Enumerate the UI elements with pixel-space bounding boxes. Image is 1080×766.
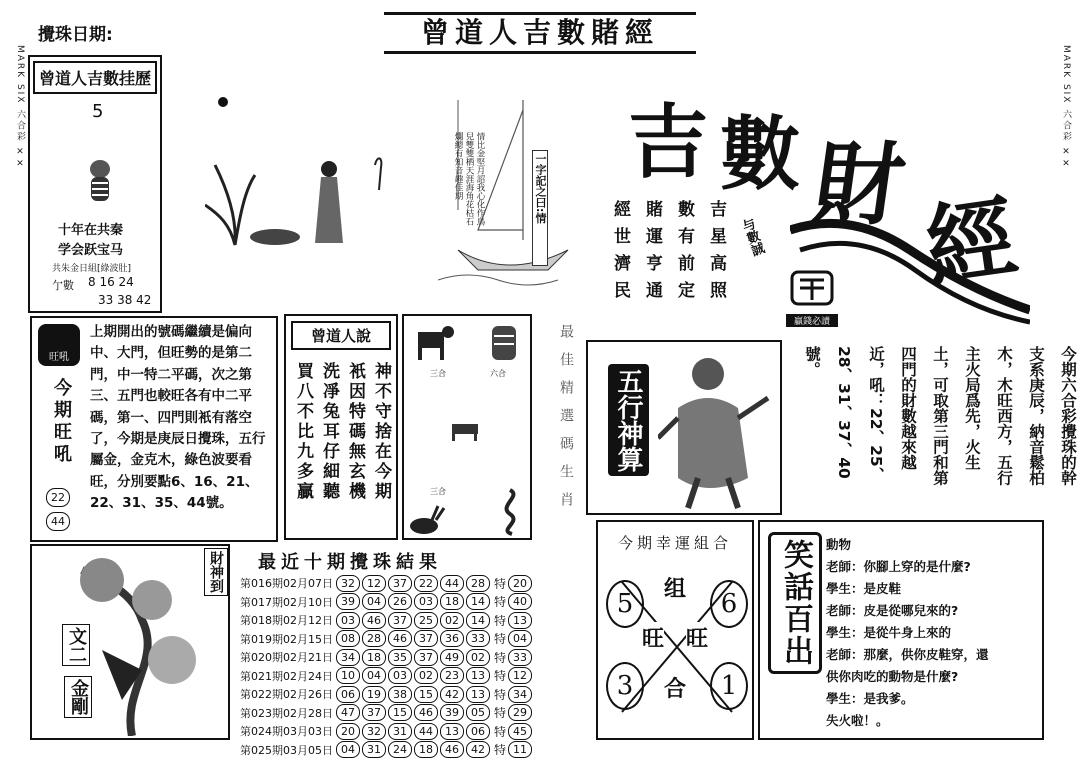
joke-line: 老師：那麼，供你皮鞋穿，還	[826, 647, 989, 662]
ball: 24	[388, 741, 412, 758]
ball: 42	[466, 741, 490, 758]
prediction-side-title: 今期旺吼	[51, 378, 72, 466]
ball: 44	[440, 575, 464, 592]
ball: 46	[440, 741, 464, 758]
results-table	[240, 574, 590, 759]
combo-number-4: 1	[710, 662, 748, 710]
tiger-illustration	[82, 155, 118, 205]
special-label: 特	[494, 743, 507, 758]
ball: 13	[440, 723, 464, 740]
win-badge	[786, 268, 838, 326]
ball: 03	[336, 612, 360, 629]
ball: 18	[414, 741, 438, 758]
poem-line-1: 十年在共秦	[58, 223, 124, 238]
special-label: 特	[494, 669, 507, 684]
combo-number-2: 6	[710, 580, 748, 628]
dog-icon	[448, 420, 488, 442]
animal-label-1: 三合	[430, 369, 446, 378]
prediction-circle-2: 44	[46, 512, 70, 531]
results-row	[240, 704, 590, 723]
joke-line: 供你肉吃的動物是什麼?	[826, 669, 959, 684]
special-ball: 34	[508, 686, 532, 703]
ball: 37	[362, 704, 386, 721]
ball: 31	[388, 723, 412, 740]
ball: 44	[414, 723, 438, 740]
center-top-dot	[218, 97, 228, 107]
special-ball: 20	[508, 575, 532, 592]
ball: 47	[336, 704, 360, 721]
results-row	[240, 667, 590, 686]
big-title-jing: 經	[919, 185, 1024, 302]
ball: 46	[388, 630, 412, 647]
row-period: 第025期03月05日	[240, 743, 333, 757]
big-title-shu: 數	[720, 107, 800, 201]
tree-image-panel	[30, 544, 230, 740]
ball: 33	[466, 630, 490, 647]
ball: 03	[414, 593, 438, 610]
results-row	[240, 648, 590, 667]
lucky-numbers-line-1: 8 16 24	[88, 275, 134, 289]
results-row	[240, 611, 590, 630]
tiger-icon	[486, 320, 522, 364]
snake-icon	[492, 486, 528, 536]
ball: 37	[414, 649, 438, 666]
special-label: 特	[494, 576, 507, 591]
side-text: 与數誠	[737, 216, 766, 259]
ball: 04	[362, 593, 386, 610]
combo-number-1: 5	[606, 580, 644, 628]
five-elements-text: 今期六合彩攪珠的幹支系庚辰，納音鬆柏木，木旺西方，五行主火局爲先，火生土，可取第三門和第四門的財數越來越近，吼：22、25、28、31、37、40號。	[803, 346, 1077, 486]
lucky-combo-panel	[596, 520, 754, 740]
ball: 15	[414, 686, 438, 703]
calendar-panel	[28, 55, 162, 313]
tree-caption-1: 文二	[62, 624, 90, 666]
right-side-strip: MARK SIX 六合彩 ✕✕	[1061, 45, 1071, 172]
woman-with-bird-illustration	[205, 145, 405, 255]
special-ball: 45	[508, 723, 532, 740]
results-row	[240, 574, 590, 593]
ball: 28	[466, 575, 490, 592]
scroll-boat-panel	[438, 80, 578, 290]
row-period: 第017期02月10日	[240, 595, 333, 609]
ball: 13	[466, 667, 490, 684]
poem-line-2: 学会跃宝马	[58, 243, 124, 258]
animal-label-2: 六合	[490, 369, 506, 378]
special-label: 特	[494, 724, 507, 739]
scroll-poem: 情比金堅月詔我心化作鳥兒雙雙栖天涯海角花枯石爛總有知音趣佳期	[453, 132, 485, 226]
lucky-numbers-line-2: 33 38 42	[98, 293, 152, 307]
lucky-combo-title: 今期幸運組合	[617, 534, 732, 552]
luck-label: 亇數	[52, 279, 74, 292]
ball: 23	[440, 667, 464, 684]
zeng-says-title: 曾道人說	[291, 321, 391, 350]
zeng-col-1: 神不守捨在今期	[371, 362, 391, 502]
big-title-cai: 財	[806, 133, 912, 238]
ball: 46	[414, 704, 438, 721]
results-title: 最近十期攪珠結果	[258, 552, 442, 573]
prediction-panel	[30, 316, 278, 542]
special-ball: 04	[508, 630, 532, 647]
ball: 46	[362, 612, 386, 629]
zeng-col-2: 衹因特碼無玄機	[345, 362, 365, 502]
ball: 37	[388, 575, 412, 592]
tree-caption-2: 金剛	[64, 676, 92, 718]
goat-icon	[410, 322, 454, 362]
row-period: 第024期03月03日	[240, 725, 333, 739]
zeng-col-3: 洗凈兔耳仔細聽	[319, 362, 339, 502]
special-ball: 13	[508, 612, 532, 629]
ball: 03	[388, 667, 412, 684]
verse-4: 經世濟民	[610, 200, 630, 308]
prediction-text: 上期開出的號碼繼續是偏向中、大門，但旺勢的是第二門，中一特二平碼，次之第三、五門也較旺各有中二平碼，第一、四門則衹有落空了，今期是庚辰日攪珠，五行屬金，金克木，綠色波要看旺，分別要點6、16、21、22、31、35、44號。	[90, 324, 266, 512]
special-ball: 11	[508, 741, 532, 758]
joke-line: 動物	[826, 537, 852, 552]
animals-panel	[402, 314, 532, 540]
scroll-title: 一字記之曰:情	[532, 150, 548, 266]
calendar-title: 曾道人吉數挂歷	[33, 61, 157, 94]
zeng-says-panel	[284, 314, 398, 540]
special-ball: 33	[508, 649, 532, 666]
ball: 13	[466, 686, 490, 703]
fortune-side-label: 財神到	[204, 548, 228, 596]
row-period: 第016期02月07日	[240, 577, 333, 591]
ball: 34	[336, 649, 360, 666]
row-period: 第018期02月12日	[240, 614, 333, 628]
ball: 31	[362, 741, 386, 758]
badge-label: 贏錢必讀	[786, 314, 838, 327]
row-period: 第022期02月26日	[240, 688, 333, 702]
verse-2: 數有前定	[674, 200, 694, 308]
big-title-ji: 吉	[628, 95, 708, 189]
ball: 26	[388, 593, 412, 610]
ball: 18	[362, 649, 386, 666]
ball: 15	[388, 704, 412, 721]
combo-char-right: 旺	[686, 622, 708, 653]
five-elements-image	[586, 340, 782, 515]
combo-char-top: 组	[664, 572, 686, 603]
ball: 12	[362, 575, 386, 592]
zeng-says-columns	[292, 362, 394, 502]
results-row	[240, 630, 590, 649]
verse-3: 賭運亨通	[642, 200, 662, 308]
ball: 20	[336, 723, 360, 740]
results-row	[240, 741, 590, 760]
draw-date-label: 攪珠日期:	[38, 25, 113, 45]
ball: 05	[466, 704, 490, 721]
special-ball: 29	[508, 704, 532, 721]
ball: 42	[440, 686, 464, 703]
joke-line: 老師：皮是從哪兒來的?	[826, 603, 959, 618]
ball: 19	[362, 686, 386, 703]
ball: 06	[336, 686, 360, 703]
special-label: 特	[494, 650, 507, 665]
combo-number-3: 3	[606, 662, 644, 710]
left-side-strip: MARK SIX 六合彩 ✕✕	[15, 45, 25, 172]
ball: 02	[414, 667, 438, 684]
special-label: 特	[494, 613, 507, 628]
ball: 06	[466, 723, 490, 740]
joke-line: 學生：是皮鞋	[826, 581, 902, 596]
combo-char-left: 旺	[642, 622, 664, 653]
prediction-circle-1: 22	[46, 488, 70, 507]
ball: 37	[388, 612, 412, 629]
deity-illustration	[658, 348, 778, 512]
row-period: 第023期02月28日	[240, 706, 333, 720]
special-label: 特	[494, 595, 507, 610]
ball: 35	[388, 649, 412, 666]
joke-badge: 笑話百出	[768, 532, 822, 674]
joke-line: 失火啦！。	[826, 713, 889, 728]
ball: 39	[440, 704, 464, 721]
row-period: 第019期02月15日	[240, 632, 333, 646]
ball: 14	[466, 612, 490, 629]
ball: 32	[336, 575, 360, 592]
prediction-icon-label: 旺吼	[49, 352, 69, 363]
results-row	[240, 722, 590, 741]
poem-note: 共朱金日組[綠波肚]	[52, 264, 132, 274]
ball: 14	[466, 593, 490, 610]
special-ball: 40	[508, 593, 532, 610]
zeng-col-4: 買八不比九多贏	[293, 362, 313, 502]
ball: 32	[362, 723, 386, 740]
joke-line: 學生：是從牛身上來的	[826, 625, 952, 640]
ball: 08	[336, 630, 360, 647]
ball: 38	[388, 686, 412, 703]
row-period: 第020期02月21日	[240, 651, 333, 665]
joke-line: 學生：是我爹。	[826, 691, 914, 706]
ball: 18	[440, 593, 464, 610]
calendar-number: 5	[92, 101, 104, 122]
ball: 02	[466, 649, 490, 666]
ball: 25	[414, 612, 438, 629]
animals-side-text: 最佳精選碼生肖	[558, 324, 574, 520]
badge-icon	[786, 268, 838, 308]
ball: 10	[336, 667, 360, 684]
special-label: 特	[494, 687, 507, 702]
ball: 04	[336, 741, 360, 758]
joke-text	[826, 534, 989, 732]
verse-1: 吉星高照	[706, 200, 726, 308]
joke-panel	[758, 520, 1044, 740]
prediction-icon	[38, 324, 80, 366]
ball: 22	[414, 575, 438, 592]
joke-line: 老師：你腳上穿的是什麼?	[826, 559, 971, 574]
row-period: 第021期02月24日	[240, 669, 333, 683]
ball: 39	[336, 593, 360, 610]
ball: 02	[440, 612, 464, 629]
ball: 36	[440, 630, 464, 647]
rabbit-icon	[404, 504, 448, 536]
results-row	[240, 685, 590, 704]
ball: 28	[362, 630, 386, 647]
page-title: 曾道人吉數賭經	[384, 12, 696, 54]
five-elements-badge: 五行神算	[608, 364, 649, 476]
ball: 49	[440, 649, 464, 666]
animal-label-3: 三合	[430, 487, 446, 496]
combo-char-bottom: 合	[664, 672, 686, 703]
results-row	[240, 593, 590, 612]
ball: 37	[414, 630, 438, 647]
special-label: 特	[494, 706, 507, 721]
special-label: 特	[494, 632, 507, 647]
special-ball: 12	[508, 667, 532, 684]
ball: 04	[362, 667, 386, 684]
